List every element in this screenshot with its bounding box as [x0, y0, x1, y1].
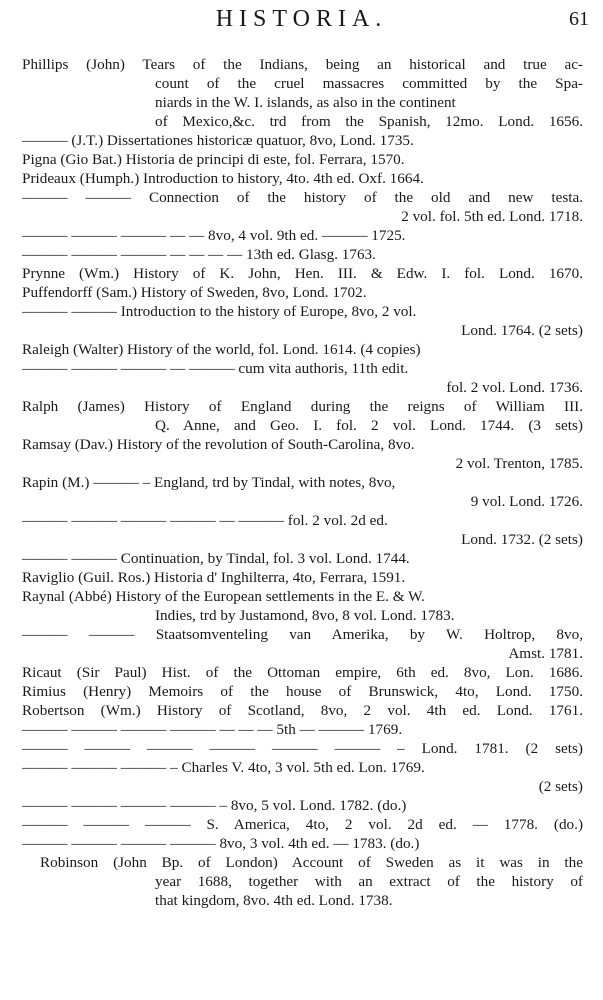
line-text: Indies, trd by Justamond, 8vo, 8 vol. Lond. 1783. [155, 607, 455, 624]
line-text: 2 vol. fol. 5th ed. Lond. 1718. [401, 208, 583, 225]
line-text: ——— ——— ——— S. America, 4to, 2 vol. 2d ed. — 1778. (do.) [22, 816, 583, 833]
line-text: Puffendorff (Sam.) History of Sweden, 8vo, Lond. 1702. [22, 284, 367, 301]
line-text: ——— ——— ——— — — 8vo, 4 vol. 9th ed. ——— 1725. [22, 227, 406, 244]
line-text: Lond. 1732. (2 sets) [461, 531, 583, 548]
catalogue-line [0, 530, 603, 549]
line-text: Raynal (Abbé) History of the European settlements in the E. & W. [22, 588, 425, 605]
catalogue-line [0, 587, 603, 606]
line-text: ——— ——— Continuation, by Tindal, fol. 3 vol. Lond. 1744. [22, 550, 410, 567]
line-text: ——— ——— ——— ——— ——— ——— – Lond. 1781. (2 sets) [22, 740, 583, 757]
catalogue-line [0, 720, 603, 739]
catalogue-line [0, 93, 603, 112]
line-text: Rimius (Henry) Memoirs of the house of Brunswick, 4to, Lond. 1750. [22, 683, 583, 700]
line-text: Ramsay (Dav.) History of the revolution of South-Carolina, 8vo. [22, 436, 415, 453]
catalogue-line [0, 739, 603, 758]
catalogue-line [0, 302, 603, 321]
catalogue-line [0, 872, 603, 891]
catalogue-line [0, 511, 603, 530]
line-text: ——— ——— Staatsomventeling van Amerika, by W. Holtrop, 8vo, [22, 626, 583, 643]
catalogue-line [0, 682, 603, 701]
line-text: ——— ——— ——— — ——— cum vita authoris, 11th edit. [22, 360, 409, 377]
catalogue-line [0, 701, 603, 720]
catalogue-line [0, 777, 603, 796]
catalogue-line [0, 473, 603, 492]
catalogue-line [0, 131, 603, 150]
catalogue-line [0, 568, 603, 587]
catalogue-line [0, 188, 603, 207]
catalogue-line [0, 207, 603, 226]
catalogue-line [0, 245, 603, 264]
line-text: that kingdom, 8vo. 4th ed. Lond. 1738. [155, 892, 393, 909]
catalogue-line [0, 264, 603, 283]
line-text: ——— ——— ——— ——— – 8vo, 5 vol. Lond. 1782. (do.) [22, 797, 407, 814]
catalogue-line [0, 283, 603, 302]
catalogue-line [0, 758, 603, 777]
catalogue-line [0, 150, 603, 169]
catalogue-line [0, 454, 603, 473]
page-number: 61 [569, 8, 589, 30]
catalogue-line [0, 169, 603, 188]
line-text: 9 vol. Lond. 1726. [470, 493, 583, 510]
catalogue-line [0, 112, 603, 131]
catalogue-line [0, 606, 603, 625]
line-text: ——— (J.T.) Dissertationes historicæ quatuor, 8vo, Lond. 1735. [22, 132, 414, 149]
line-text: Robinson (John Bp. of London) Account of Sweden as it was in the [40, 854, 583, 871]
line-text: fol. 2 vol. Lond. 1736. [446, 379, 583, 396]
catalogue-line [0, 55, 603, 74]
line-text: Robertson (Wm.) History of Scotland, 8vo, 2 vol. 4th ed. Lond. 1761. [22, 702, 583, 719]
page-title: HISTORIA. [215, 6, 388, 32]
line-text: Prynne (Wm.) History of K. John, Hen. III. & Edw. I. fol. Lond. 1670. [22, 265, 583, 282]
catalogue-line [0, 834, 603, 853]
line-text: Pigna (Gio Bat.) Historia de principi di este, fol. Ferrara, 1570. [22, 151, 405, 168]
line-text: Q. Anne, and Geo. I. fol. 2 vol. Lond. 1744. (3 sets) [155, 417, 583, 434]
catalogue-line [0, 796, 603, 815]
catalogue-line [0, 226, 603, 245]
catalogue-line [0, 321, 603, 340]
catalogue-line [0, 435, 603, 454]
line-text: Rapin (M.) ——— – England, trd by Tindal, with notes, 8vo, [22, 474, 396, 491]
catalogue-line [0, 492, 603, 511]
catalogue-line [0, 663, 603, 682]
line-text: 2 vol. Trenton, 1785. [455, 455, 583, 472]
catalogue-line [0, 625, 603, 644]
catalogue-line [0, 853, 603, 872]
line-text: ——— ——— Connection of the history of the old and new testa. [22, 189, 583, 206]
line-text: ——— ——— ——— ——— — — — 5th — ——— 1769. [22, 721, 403, 738]
line-text: of Mexico,&c. trd from the Spanish, 12mo. Lond. 1656. [155, 113, 583, 130]
line-text: ——— ——— Introduction to the history of Europe, 8vo, 2 vol. [22, 303, 417, 320]
line-text: ——— ——— ——— — — — — 13th ed. Glasg. 1763. [22, 246, 376, 263]
catalogue-line [0, 359, 603, 378]
line-text: Lond. 1764. (2 sets) [461, 322, 583, 339]
line-text: Ralph (James) History of England during the reigns of William III. [22, 398, 583, 415]
line-text: Raviglio (Guil. Ros.) Historia d' Inghilterra, 4to, Ferrara, 1591. [22, 569, 406, 586]
catalogue-line [0, 74, 603, 93]
line-text: ——— ——— ——— – Charles V. 4to, 3 vol. 5th ed. Lon. 1769. [22, 759, 425, 776]
line-text: niards in the W. I. islands, as also in the continent [155, 94, 456, 111]
catalogue-line [0, 416, 603, 435]
catalogue-line [0, 378, 603, 397]
catalogue-line [0, 340, 603, 359]
line-text: Ricaut (Sir Paul) Hist. of the Ottoman empire, 6th ed. 8vo, Lon. 1686. [22, 664, 583, 681]
catalogue-entries [0, 55, 603, 910]
line-text: Amst. 1781. [508, 645, 583, 662]
line-text: ——— ——— ——— ——— — ——— fol. 2 vol. 2d ed. [22, 512, 388, 529]
line-text: count of the cruel massacres committed by the Spa- [155, 75, 583, 92]
line-text: Phillips (John) Tears of the Indians, being an historical and true ac- [22, 56, 583, 73]
line-text: (2 sets) [538, 778, 583, 795]
line-text: Raleigh (Walter) History of the world, fol. Lond. 1614. (4 copies) [22, 341, 421, 358]
line-text: Prideaux (Humph.) Introduction to history, 4to. 4th ed. Oxf. 1664. [22, 170, 424, 187]
line-text: ——— ——— ——— ——— 8vo, 3 vol. 4th ed. — 1783. (do.) [22, 835, 420, 852]
catalogue-line [0, 815, 603, 834]
catalogue-line [0, 549, 603, 568]
catalogue-line [0, 891, 603, 910]
catalogue-line [0, 644, 603, 663]
line-text: year 1688, together with an extract of the history of [155, 873, 583, 890]
catalogue-line [0, 397, 603, 416]
